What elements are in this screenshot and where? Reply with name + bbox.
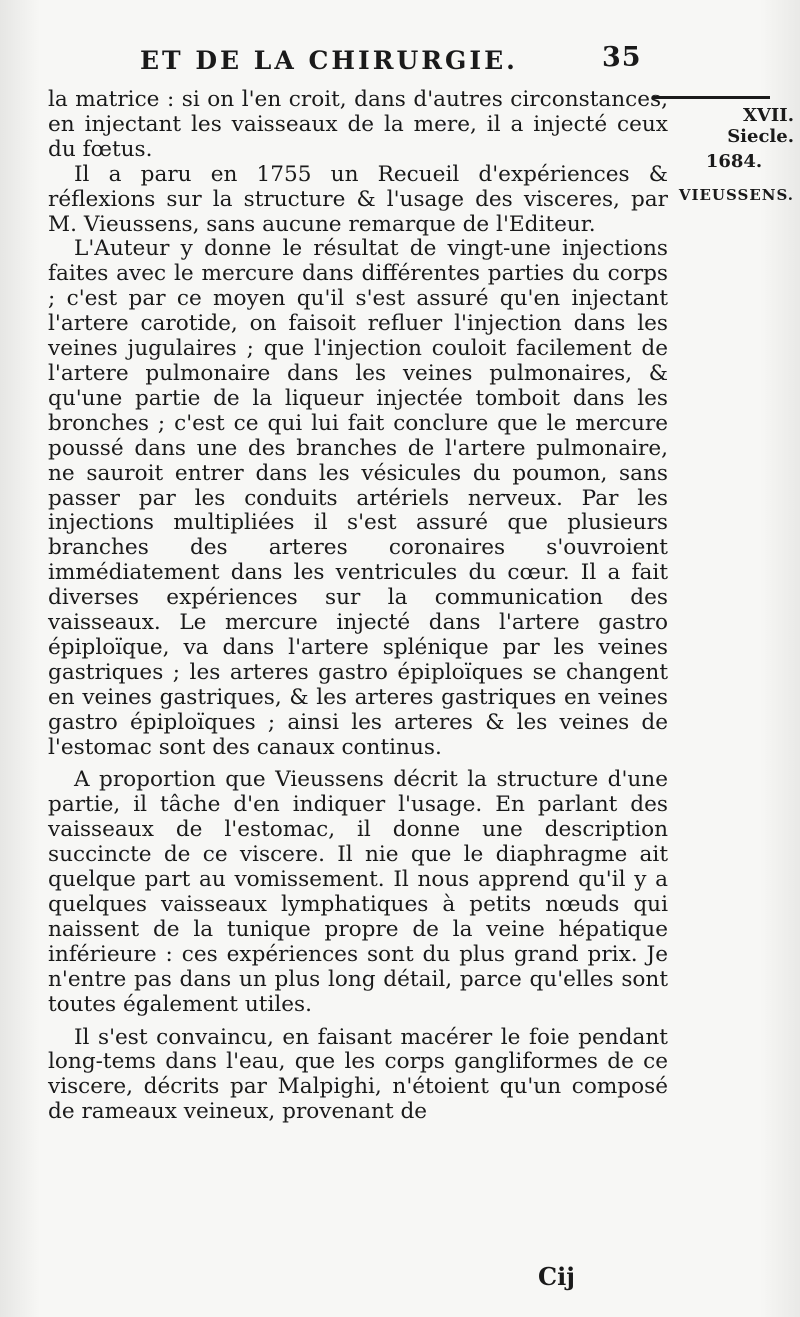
running-title: ET DE LA CHIRURGIE. xyxy=(140,46,518,75)
paragraph: A proportion que Vieussens décrit la structure d'une partie, il tâche d'en indiquer l'usage. En parlant des vaisseaux de l'estomac, il donne une description succincte de ce viscere. Il nie que le diaphragme ait quelque part au vomissement. Il nous apprend qu'il y a quelques vaisseaux lymphatiques à petits nœuds qui naissent de la tunique propre de la veine hépatique inférieure : ces expériences sont du plus grand prix. Je n'entre pas dans un plus long détail, parce qu'elles sont toutes également utiles. xyxy=(48,767,668,1017)
paragraph: Il s'est convaincu, en faisant macérer le foie pendant long-tems dans l'eau, que les corps gangliformes de ce viscere, décrits par Malpighi, n'étoient qu'un composé de rameaux veineux, provenant de xyxy=(48,1024,668,1125)
paragraph: Il a paru en 1755 un Recueil d'expériences & réflexions sur la structure & l'usage des visceres, par M. Vieussens, sans aucune remarque de l'Editeur. xyxy=(48,161,668,237)
margin-year: 1684. xyxy=(705,151,763,172)
body-text xyxy=(48,88,668,1125)
page-header xyxy=(140,42,642,86)
margin-century: XVII. Siecle. xyxy=(727,105,794,147)
margin-name: VIEUSSENS. xyxy=(678,186,794,204)
margin-rule xyxy=(652,96,770,99)
paragraph-continuation: la matrice : si on l'en croit, dans d'autres circonstances, en injectant les vaisseaux de la mere, il a injecté ceux du fœtus. xyxy=(48,87,668,162)
page-number: 35 xyxy=(602,42,642,73)
margin-notes xyxy=(674,105,794,204)
signature-mark: Cij xyxy=(538,1262,575,1291)
paragraph: L'Auteur y donne le résultat de vingt-une injections faites avec le mercure dans différentes parties du corps ; c'est par ce moyen qu'il s'est assuré qu'en injectant l'artere carotide, on faisoit refluer l'injection dans les veines jugulaires ; que l'injection couloit facilement de l'artere pulmonaire dans les veines pulmonaires, & qu'une partie de la liqueur injectée tomboit dans les bronches ; c'est ce qui lui fait conclure que le mercure poussé dans une des branches de l'artere pulmonaire, ne sauroit entrer dans les vésicules du poumon, sans passer par les conduits artériels nerveux. Par les injections multipliées il s'est assuré que plusieurs branches des arteres coronaires s'ouvroient immédiatement dans les ventricules du cœur. Il a fait diverses expériences sur la communication des vaisseaux. Le mercure injecté dans l'artere gastro épiploïque, va dans l'artere splénique par les veines gastriques ; les arteres gastro épiploïques se changent en veines gastriques, & les arteres gastriques en veines gastro épiploïques ; ainsi les arteres & les veines de l'estomac sont des canaux continus. xyxy=(48,236,668,760)
